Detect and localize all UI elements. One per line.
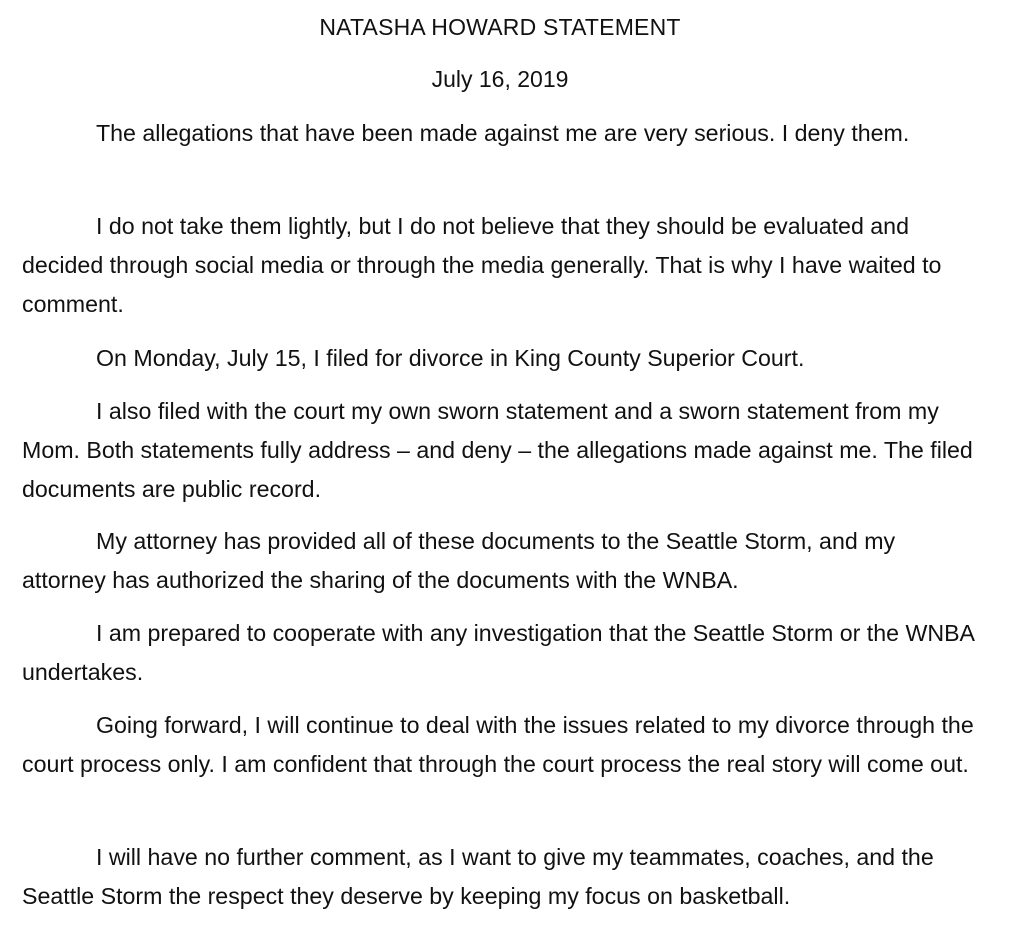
- paragraph: I do not take them lightly, but I do not believe that they should be evaluated and decided through social media or through the media generally. That is why I have waited to comment.: [22, 213, 942, 317]
- document-title: NATASHA HOWARD STATEMENT: [319, 14, 681, 40]
- paragraph: The allegations that have been made against me are very serious. I deny them.: [96, 120, 910, 146]
- paragraph: On Monday, July 15, I filed for divorce in King County Superior Court.: [96, 345, 805, 371]
- paragraph: I am prepared to cooperate with any investigation that the Seattle Storm or the WNBA undertakes.: [22, 620, 974, 685]
- statement-page: [22, 0, 1002, 951]
- paragraph: I also filed with the court my own sworn statement and a sworn statement from my Mom. Both statements fully address – and deny – the allegations made against me. The filed documents are public record.: [22, 398, 973, 502]
- paragraph: My attorney has provided all of these documents to the Seattle Storm, and my attorney has authorized the sharing of the documents with the WNBA.: [22, 528, 896, 593]
- paragraph: Going forward, I will continue to deal with the issues related to my divorce through the court process only. I am confident that through the court process the real story will come out.: [22, 712, 974, 777]
- document-date: July 16, 2019: [431, 66, 569, 92]
- paragraph: I will have no further comment, as I want to give my teammates, coaches, and the Seattle Storm the respect they deserve by keeping my focus on basketball.: [22, 844, 934, 909]
